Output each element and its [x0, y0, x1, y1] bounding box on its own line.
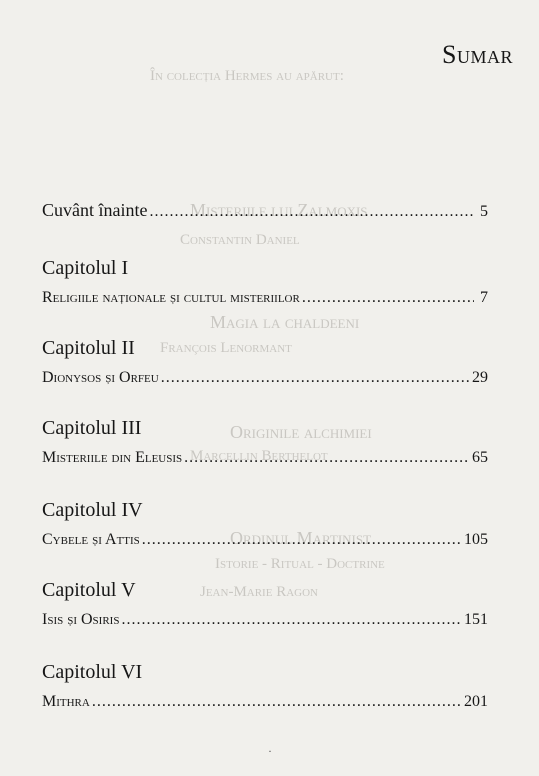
toc-page-number: 7 — [480, 289, 488, 306]
bleed-through-text: Magia la chaldeeni — [210, 312, 360, 332]
toc-entry-title: Dionysos și Orfeu — [42, 369, 159, 386]
toc-entry-intro — [42, 200, 488, 222]
chapter-heading: Capitolul I — [42, 257, 129, 279]
leader-dots — [161, 368, 470, 388]
toc-entry-chapter-5 — [42, 578, 488, 630]
bleed-through-text: François Lenormant — [160, 340, 292, 356]
toc-page-number: 65 — [472, 449, 488, 466]
toc-entry-title: Mithra — [42, 693, 90, 710]
toc-page-number: 151 — [464, 611, 488, 628]
leader-dots — [302, 288, 474, 308]
toc-entry-title: Cuvânt înainte — [42, 200, 148, 220]
chapter-heading: Capitolul III — [42, 417, 142, 439]
toc-page-number: 201 — [464, 693, 488, 710]
bleed-through-text: În colecția Hermes au apărut: — [150, 68, 344, 84]
chapter-heading: Capitolul II — [42, 337, 135, 359]
chapter-heading: Capitolul IV — [42, 499, 143, 521]
toc-page-number: 105 — [464, 531, 488, 548]
bleed-through-text: Constantin Daniel — [180, 232, 300, 248]
chapter-heading: Capitolul VI — [42, 661, 143, 683]
chapter-heading: Capitolul V — [42, 579, 136, 601]
bleed-through-text: Jean-Marie Ragon — [200, 584, 318, 600]
toc-entry-title: Isis și Osiris — [42, 611, 120, 628]
leader-dots — [149, 202, 474, 222]
bleed-through-text: Misteriile lui Zalmoxis — [190, 200, 368, 220]
page-title: Sumar — [442, 40, 513, 69]
toc-entry-chapter-1 — [42, 256, 488, 308]
toc-entry-chapter-6 — [42, 660, 488, 712]
toc-page-number: 5 — [480, 203, 488, 220]
toc-entry-title: Misteriile din Eleusis — [42, 449, 183, 466]
leader-dots — [92, 692, 462, 712]
toc-entry-title: Religiile naționale și cultul misteriilor — [42, 289, 300, 306]
toc-page-number: 29 — [472, 369, 488, 386]
leader-dots — [142, 530, 462, 550]
toc-entry-title: Cybele și Attis — [42, 531, 140, 548]
bleed-through-text: Originile alchimiei — [230, 422, 372, 442]
toc-entry-chapter-2 — [42, 336, 488, 388]
bleed-through-text: Ordinul Martinist — [230, 528, 372, 548]
toc-entry-chapter-3 — [42, 416, 488, 468]
leader-dots — [184, 448, 470, 468]
bleed-through-text: Istorie - Ritual - Doctrine — [215, 556, 385, 572]
toc-entry-chapter-4 — [42, 498, 488, 550]
page-mark: · — [268, 744, 272, 758]
bleed-through-text: Marcellin Berthelot — [190, 448, 328, 464]
leader-dots — [121, 610, 462, 630]
